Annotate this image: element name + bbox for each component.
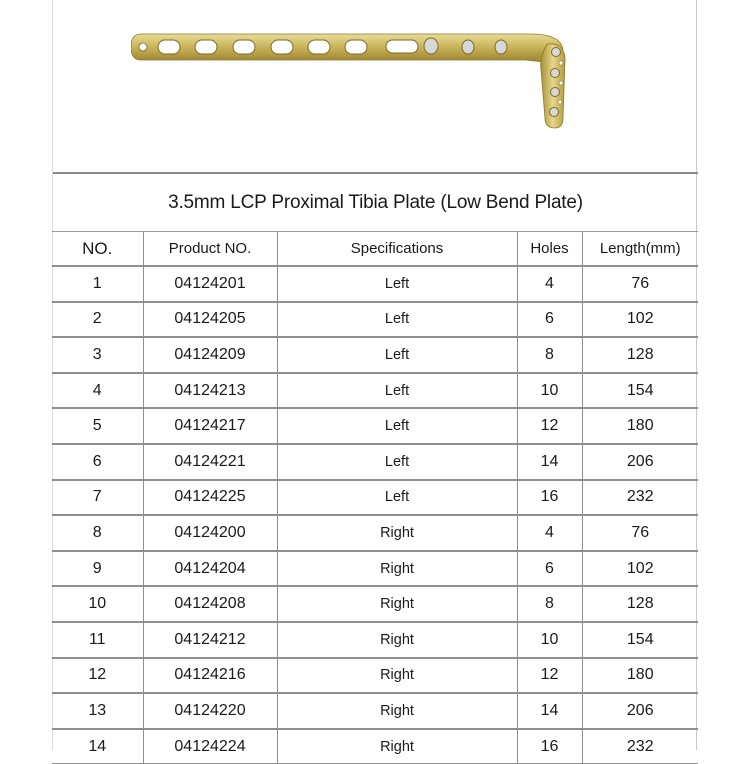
cell-length: 76 (582, 266, 698, 302)
cell-product-no: 04124200 (143, 515, 277, 551)
table-row (52, 408, 698, 444)
cell-no: 11 (52, 622, 143, 658)
cell-product-no: 04124205 (143, 302, 277, 338)
table-row (52, 302, 698, 338)
table-row (52, 444, 698, 480)
cell-holes: 16 (517, 729, 582, 764)
cell-product-no: 04124224 (143, 729, 277, 764)
cell-spec: Left (277, 480, 517, 516)
cell-product-no: 04124221 (143, 444, 277, 480)
table-row (52, 551, 698, 587)
cell-holes: 10 (517, 373, 582, 409)
cell-length: 154 (582, 373, 698, 409)
cell-length: 232 (582, 480, 698, 516)
cell-spec: Left (277, 337, 517, 373)
cell-length: 180 (582, 658, 698, 694)
cell-holes: 6 (517, 302, 582, 338)
cell-spec: Right (277, 622, 517, 658)
header-length: Length(mm) (582, 232, 698, 267)
cell-no: 12 (52, 658, 143, 694)
cell-holes: 8 (517, 586, 582, 622)
cell-spec: Left (277, 302, 517, 338)
cell-spec: Right (277, 586, 517, 622)
cell-no: 13 (52, 693, 143, 729)
table-row (52, 693, 698, 729)
cell-spec: Left (277, 408, 517, 444)
cell-length: 206 (582, 693, 698, 729)
cell-holes: 14 (517, 444, 582, 480)
cell-spec: Left (277, 444, 517, 480)
cell-spec: Left (277, 373, 517, 409)
table-row (52, 622, 698, 658)
cell-spec: Right (277, 515, 517, 551)
cell-holes: 4 (517, 515, 582, 551)
product-image (53, 0, 698, 172)
cell-length: 128 (582, 586, 698, 622)
cell-spec: Right (277, 729, 517, 764)
table-title: 3.5mm LCP Proximal Tibia Plate (Low Bend Plate) (53, 172, 698, 231)
table-row (52, 337, 698, 373)
cell-length: 154 (582, 622, 698, 658)
table-row (52, 729, 698, 764)
cell-no: 4 (52, 373, 143, 409)
cell-length: 232 (582, 729, 698, 764)
cell-holes: 10 (517, 622, 582, 658)
header-product-no: Product NO. (143, 232, 277, 267)
cell-no: 3 (52, 337, 143, 373)
cell-product-no: 04124212 (143, 622, 277, 658)
cell-no: 10 (52, 586, 143, 622)
cell-product-no: 04124201 (143, 266, 277, 302)
cell-product-no: 04124217 (143, 408, 277, 444)
cell-spec: Right (277, 551, 517, 587)
cell-product-no: 04124216 (143, 658, 277, 694)
table-row (52, 373, 698, 409)
cell-holes: 16 (517, 480, 582, 516)
spec-table (52, 231, 698, 764)
cell-holes: 4 (517, 266, 582, 302)
cell-no: 1 (52, 266, 143, 302)
cell-no: 7 (52, 480, 143, 516)
table-row (52, 480, 698, 516)
cell-holes: 8 (517, 337, 582, 373)
header-specifications: Specifications (277, 232, 517, 267)
cell-no: 9 (52, 551, 143, 587)
cell-product-no: 04124225 (143, 480, 277, 516)
cell-length: 76 (582, 515, 698, 551)
cell-no: 5 (52, 408, 143, 444)
cell-length: 102 (582, 302, 698, 338)
cell-no: 6 (52, 444, 143, 480)
cell-holes: 12 (517, 408, 582, 444)
cell-holes: 6 (517, 551, 582, 587)
cell-spec: Right (277, 658, 517, 694)
cell-product-no: 04124220 (143, 693, 277, 729)
table-header-row (52, 232, 698, 267)
bone-plate-icon (131, 30, 581, 130)
cell-length: 128 (582, 337, 698, 373)
cell-spec: Right (277, 693, 517, 729)
table-row (52, 266, 698, 302)
table-row (52, 586, 698, 622)
cell-length: 180 (582, 408, 698, 444)
header-no: NO. (52, 232, 143, 267)
table-row (52, 515, 698, 551)
product-spec-page (52, 0, 697, 755)
cell-length: 206 (582, 444, 698, 480)
cell-no: 8 (52, 515, 143, 551)
cell-product-no: 04124204 (143, 551, 277, 587)
cell-product-no: 04124208 (143, 586, 277, 622)
cell-product-no: 04124213 (143, 373, 277, 409)
table-row (52, 658, 698, 694)
header-holes: Holes (517, 232, 582, 267)
cell-holes: 12 (517, 658, 582, 694)
cell-product-no: 04124209 (143, 337, 277, 373)
cell-holes: 14 (517, 693, 582, 729)
cell-spec: Left (277, 266, 517, 302)
cell-length: 102 (582, 551, 698, 587)
cell-no: 14 (52, 729, 143, 764)
cell-no: 2 (52, 302, 143, 338)
